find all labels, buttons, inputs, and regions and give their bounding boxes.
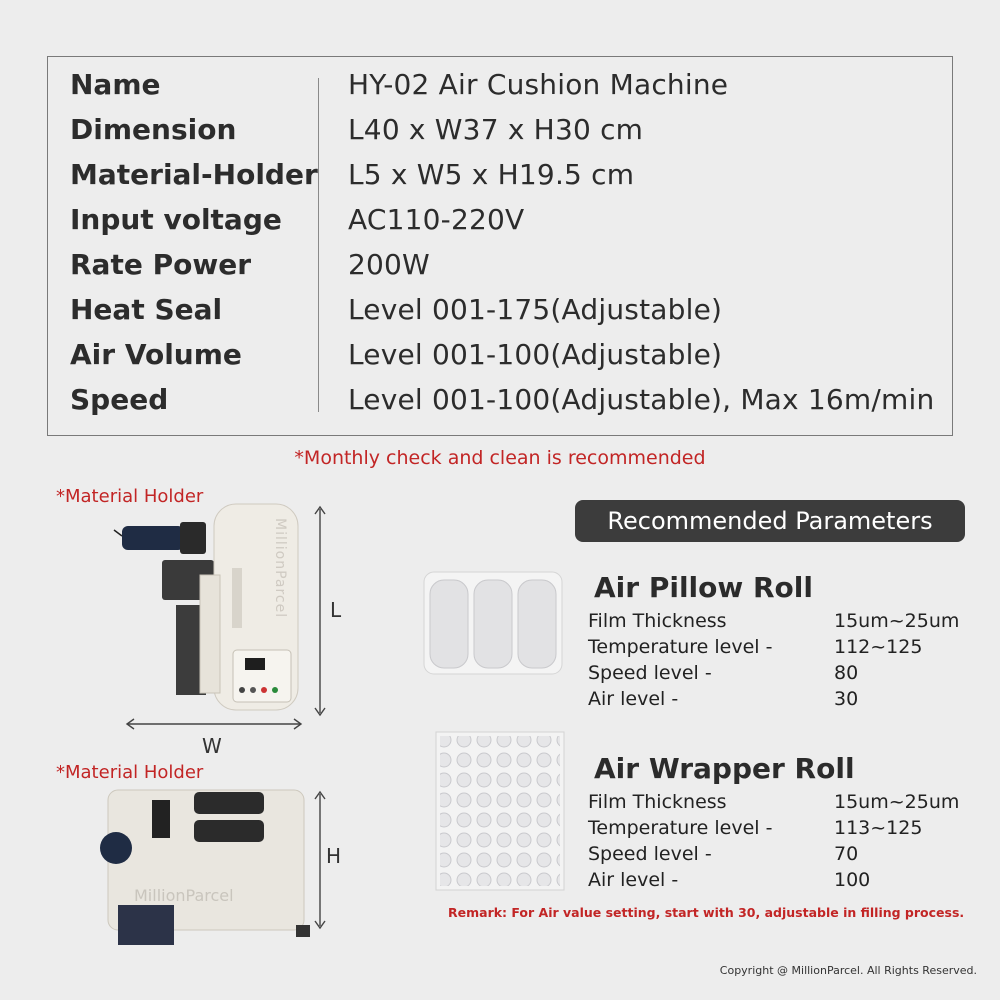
spec-value: AC110-220V bbox=[348, 203, 525, 236]
param-label: Temperature level - bbox=[588, 636, 773, 658]
air-pillow-image bbox=[420, 566, 566, 682]
wrapper-param-film bbox=[588, 791, 968, 817]
pillow-param-film bbox=[588, 610, 968, 636]
wrapper-param-air bbox=[588, 869, 968, 895]
param-label: Film Thickness bbox=[588, 610, 727, 632]
watermark-horizontal: MillionParcel bbox=[134, 886, 234, 905]
spec-label: Heat Seal bbox=[70, 293, 223, 326]
wrapper-param-temperature bbox=[588, 817, 968, 843]
watermark-vertical: MillionParcel bbox=[272, 518, 288, 619]
spec-row-air-volume bbox=[70, 338, 950, 383]
spec-value: 200W bbox=[348, 248, 430, 281]
width-arrow bbox=[124, 716, 304, 732]
spec-value: Level 001-100(Adjustable) bbox=[348, 338, 723, 371]
param-label: Speed level - bbox=[588, 662, 712, 684]
air-wrapper-title: Air Wrapper Roll bbox=[594, 752, 855, 785]
copyright-notice: Copyright @ MillionParcel. All Rights Reserved. bbox=[719, 964, 977, 977]
air-pillow-title: Air Pillow Roll bbox=[594, 571, 813, 604]
param-label: Air level - bbox=[588, 688, 679, 710]
spec-row-heat-seal bbox=[70, 293, 950, 338]
material-holder-label-bottom: *Material Holder bbox=[56, 762, 204, 783]
spec-label: Material-Holder bbox=[70, 158, 318, 191]
spec-row-material-holder bbox=[70, 158, 950, 203]
param-value: 15um~25um bbox=[834, 791, 960, 813]
pillow-param-temperature bbox=[588, 636, 968, 662]
param-value: 70 bbox=[834, 843, 859, 865]
param-label: Air level - bbox=[588, 869, 679, 891]
param-value: 30 bbox=[834, 688, 859, 710]
param-label: Speed level - bbox=[588, 843, 712, 865]
maintenance-note: *Monthly check and clean is recommended bbox=[294, 447, 706, 469]
spec-row-speed bbox=[70, 383, 950, 428]
machine-side-view bbox=[96, 780, 316, 945]
param-value: 113~125 bbox=[834, 817, 923, 839]
spec-label: Speed bbox=[70, 383, 169, 416]
spec-row-input-voltage bbox=[70, 203, 950, 248]
spec-label: Input voltage bbox=[70, 203, 282, 236]
pillow-param-air bbox=[588, 688, 968, 714]
material-holder-label-top: *Material Holder bbox=[56, 486, 204, 507]
air-wrapper-image bbox=[434, 730, 566, 892]
spec-row-rate-power bbox=[70, 248, 950, 293]
pillow-param-speed bbox=[588, 662, 968, 688]
spec-value: Level 001-175(Adjustable) bbox=[348, 293, 723, 326]
recommended-parameters-header: Recommended Parameters bbox=[575, 500, 965, 542]
width-label: W bbox=[202, 734, 222, 758]
spec-value: Level 001-100(Adjustable), Max 16m/min bbox=[348, 383, 935, 416]
param-label: Film Thickness bbox=[588, 791, 727, 813]
spec-value: L40 x W37 x H30 cm bbox=[348, 113, 644, 146]
spec-label: Rate Power bbox=[70, 248, 252, 281]
spec-row-name bbox=[70, 68, 950, 113]
param-value: 15um~25um bbox=[834, 610, 960, 632]
spec-value: L5 x W5 x H19.5 cm bbox=[348, 158, 635, 191]
length-arrow bbox=[310, 505, 330, 717]
air-setting-remark: Remark: For Air value setting, start with 30, adjustable in filling process. bbox=[448, 905, 965, 920]
spec-label: Dimension bbox=[70, 113, 237, 146]
param-value: 80 bbox=[834, 662, 859, 684]
wrapper-param-speed bbox=[588, 843, 968, 869]
param-value: 112~125 bbox=[834, 636, 923, 658]
spec-row-dimension bbox=[70, 113, 950, 158]
param-label: Temperature level - bbox=[588, 817, 773, 839]
spec-value: HY-02 Air Cushion Machine bbox=[348, 68, 729, 101]
param-value: 100 bbox=[834, 869, 871, 891]
spec-label: Air Volume bbox=[70, 338, 242, 371]
length-label: L bbox=[330, 598, 342, 622]
spec-label: Name bbox=[70, 68, 161, 101]
height-label: H bbox=[326, 844, 342, 868]
